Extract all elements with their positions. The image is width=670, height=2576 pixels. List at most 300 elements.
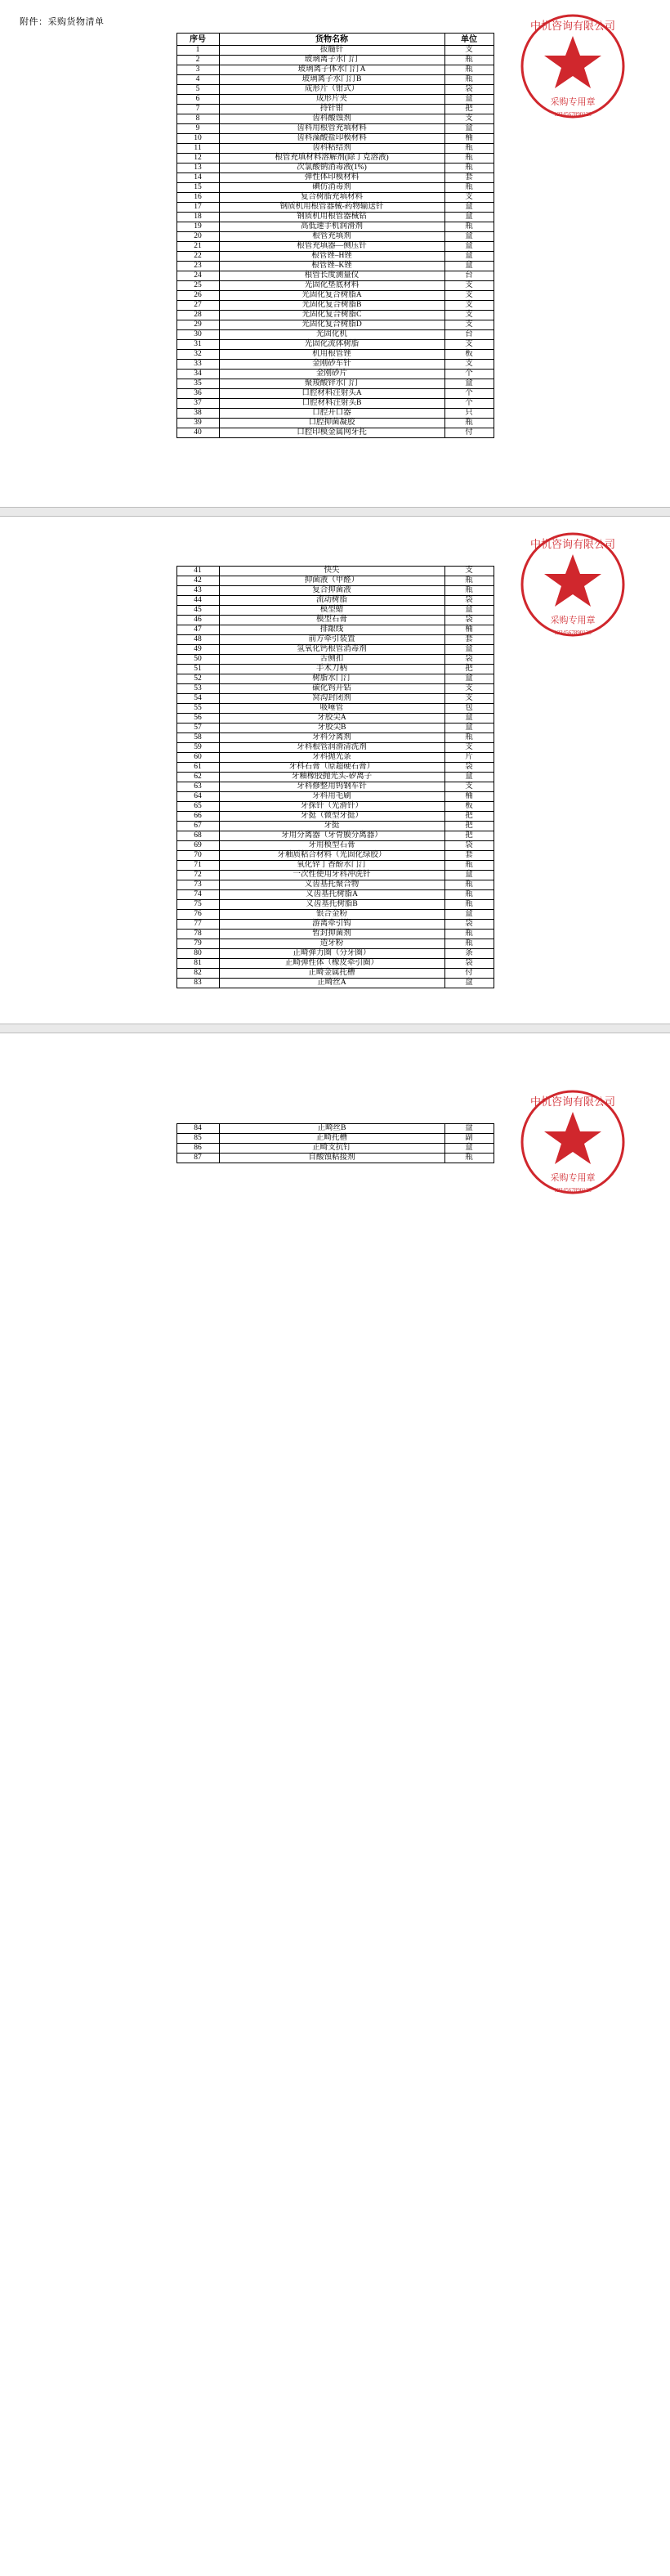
cell-no: 31 (176, 340, 219, 350)
table-row (176, 900, 494, 910)
cell-unit: 瓶 (444, 939, 494, 949)
table-row (176, 616, 494, 625)
table-row (176, 242, 494, 252)
cell-unit: 袋 (444, 596, 494, 606)
cell-unit: 把 (444, 665, 494, 674)
cell-unit: 袋 (444, 616, 494, 625)
table-row (176, 674, 494, 684)
cell-unit: 瓶 (444, 576, 494, 586)
cell-name: 口腔开口器 (219, 409, 444, 419)
cell-unit: 片 (444, 753, 494, 763)
svg-text:1234567890123: 1234567890123 (554, 629, 592, 636)
table-header-row (176, 34, 494, 46)
table-row (176, 871, 494, 880)
table-row (176, 645, 494, 655)
cell-no: 19 (176, 222, 219, 232)
table-row (176, 144, 494, 154)
cell-no: 9 (176, 124, 219, 134)
table-row (176, 1144, 494, 1154)
cell-no: 75 (176, 900, 219, 910)
table-row (176, 773, 494, 782)
table-row (176, 399, 494, 409)
cell-unit: 支 (444, 320, 494, 330)
page-title: 附件：采购货物清单 (20, 17, 105, 27)
cell-name: 义齿基托树脂B (219, 900, 444, 910)
cell-no: 6 (176, 95, 219, 105)
cell-unit: 台 (444, 330, 494, 340)
cell-name: 义齿基托树脂A (219, 890, 444, 900)
cell-no: 20 (176, 232, 219, 242)
cell-unit: 支 (444, 291, 494, 301)
cell-name: 持针钳 (219, 105, 444, 114)
table-row (176, 625, 494, 635)
cell-name: 金刚砂片 (219, 370, 444, 379)
cell-name: 游离牵引钩 (219, 920, 444, 930)
table-row (176, 193, 494, 203)
cell-unit: 支 (444, 782, 494, 792)
cell-name: 根管锉–K锉 (219, 262, 444, 271)
table-row (176, 65, 494, 75)
cell-unit: 把 (444, 822, 494, 831)
cell-name: 钢质机用根管器械-药物输送针 (219, 203, 444, 213)
table-row (176, 85, 494, 95)
table-row (176, 655, 494, 665)
cell-name: 前方牵引装置 (219, 635, 444, 645)
cell-unit: 袋 (444, 85, 494, 95)
cell-name: 银合金粉 (219, 910, 444, 920)
cell-no: 57 (176, 724, 219, 733)
table-row (176, 753, 494, 763)
cell-name: 正畸丝A (219, 979, 444, 988)
cell-no: 24 (176, 271, 219, 281)
cell-no: 56 (176, 714, 219, 724)
cell-name: 拔髓针 (219, 46, 444, 56)
cell-no: 5 (176, 85, 219, 95)
svg-text:采购专用章: 采购专用章 (550, 1173, 596, 1183)
cell-no: 66 (176, 812, 219, 822)
goods-table-page-2 (176, 566, 494, 988)
cell-unit: 支 (444, 567, 494, 576)
cell-name: 牙科根管润滑清洗剂 (219, 743, 444, 753)
table-row (176, 969, 494, 979)
table-row (176, 596, 494, 606)
table-row (176, 56, 494, 65)
cell-name: 正畸托槽 (219, 1134, 444, 1144)
cell-no: 26 (176, 291, 219, 301)
cell-unit: 包 (444, 704, 494, 714)
cell-no: 60 (176, 753, 219, 763)
cell-name: 根管锉–H锉 (219, 252, 444, 262)
cell-unit: 套 (444, 635, 494, 645)
cell-unit: 袋 (444, 841, 494, 851)
cell-no: 70 (176, 851, 219, 861)
cell-name: 机用根管锉 (219, 350, 444, 360)
cell-unit: 个 (444, 399, 494, 409)
cell-unit: 支 (444, 46, 494, 56)
cell-unit: 支 (444, 311, 494, 320)
table-row (176, 1154, 494, 1163)
cell-name: 玻璃离子水门汀 (219, 56, 444, 65)
cell-unit: 瓶 (444, 861, 494, 871)
cell-no: 21 (176, 242, 219, 252)
document-page-1 (0, 0, 670, 507)
table-row (176, 1124, 494, 1134)
cell-unit: 盒 (444, 95, 494, 105)
cell-unit: 桶 (444, 792, 494, 802)
table-row (176, 271, 494, 281)
cell-unit: 瓶 (444, 183, 494, 193)
cell-unit: 盒 (444, 606, 494, 616)
cell-unit: 瓶 (444, 930, 494, 939)
cell-no: 35 (176, 379, 219, 389)
cell-no: 43 (176, 586, 219, 596)
table-row (176, 959, 494, 969)
cell-unit: 盒 (444, 714, 494, 724)
cell-name: 暂封抑菌剂 (219, 930, 444, 939)
table-row (176, 831, 494, 841)
cell-no: 36 (176, 389, 219, 399)
cell-no: 77 (176, 920, 219, 930)
table-row (176, 782, 494, 792)
cell-no: 48 (176, 635, 219, 645)
table-row (176, 684, 494, 694)
cell-no: 23 (176, 262, 219, 271)
svg-text:中机咨询有限公司: 中机咨询有限公司 (529, 538, 616, 550)
table-row (176, 792, 494, 802)
cell-name: 牙科修整用钨钢车针 (219, 782, 444, 792)
cell-unit: 盘 (444, 1124, 494, 1134)
cell-no: 45 (176, 606, 219, 616)
cell-no: 7 (176, 105, 219, 114)
cell-unit: 瓶 (444, 733, 494, 743)
page-separator (0, 1024, 670, 1033)
table-row (176, 930, 494, 939)
cell-unit: 盒 (444, 124, 494, 134)
cell-no: 65 (176, 802, 219, 812)
table-row (176, 586, 494, 596)
cell-unit: 个 (444, 389, 494, 399)
cell-name: 碳化钨开钻 (219, 684, 444, 694)
cell-unit: 瓶 (444, 154, 494, 164)
cell-unit: 把 (444, 831, 494, 841)
cell-unit: 付 (444, 969, 494, 979)
cell-no: 13 (176, 164, 219, 173)
cell-name: 牙用分离器（牙骨膜分离器） (219, 831, 444, 841)
cell-unit: 桶 (444, 134, 494, 144)
table-row (176, 360, 494, 370)
cell-no: 59 (176, 743, 219, 753)
cell-name: 复合树脂充填材料 (219, 193, 444, 203)
col-header-unit: 单位 (444, 34, 494, 46)
cell-unit: 盒 (444, 910, 494, 920)
cell-no: 67 (176, 822, 219, 831)
cell-no: 54 (176, 694, 219, 704)
goods-table-page-3 (176, 1123, 494, 1163)
table-row (176, 880, 494, 890)
table-row (176, 262, 494, 271)
cell-no: 28 (176, 311, 219, 320)
cell-name: 齿科酸蚀剂 (219, 114, 444, 124)
cell-no: 3 (176, 65, 219, 75)
cell-unit: 支 (444, 281, 494, 291)
cell-no: 84 (176, 1124, 219, 1134)
table-row (176, 724, 494, 733)
cell-no: 87 (176, 1154, 219, 1163)
cell-name: 正畸丝B (219, 1124, 444, 1134)
cell-unit: 盒 (444, 203, 494, 213)
svg-text:1234567890123: 1234567890123 (554, 1187, 592, 1194)
cell-no: 82 (176, 969, 219, 979)
cell-unit: 盒 (444, 242, 494, 252)
table-row (176, 665, 494, 674)
cell-name: 光固化垫底材料 (219, 281, 444, 291)
table-row (176, 291, 494, 301)
cell-no: 61 (176, 763, 219, 773)
cell-name: 模型蜡 (219, 606, 444, 616)
cell-name: 钢质机用根管器械钻 (219, 213, 444, 222)
cell-name: 正畸弹性体（橡皮牵引圈） (219, 959, 444, 969)
cell-no: 85 (176, 1134, 219, 1144)
cell-name: 光固化流体树脂 (219, 340, 444, 350)
cell-name: 光固化复合树脂A (219, 291, 444, 301)
cell-name: 玻璃离子水门汀B (219, 75, 444, 85)
cell-unit: 付 (444, 428, 494, 438)
cell-no: 17 (176, 203, 219, 213)
cell-unit: 瓶 (444, 164, 494, 173)
cell-no: 73 (176, 880, 219, 890)
cell-unit: 只 (444, 409, 494, 419)
table-row (176, 802, 494, 812)
cell-name: 牙用模型石膏 (219, 841, 444, 851)
table-row (176, 763, 494, 773)
cell-unit: 瓶 (444, 880, 494, 890)
table-row (176, 949, 494, 959)
cell-unit: 盒 (444, 252, 494, 262)
cell-no: 12 (176, 154, 219, 164)
table-row (176, 114, 494, 124)
cell-unit: 盒 (444, 674, 494, 684)
cell-no: 18 (176, 213, 219, 222)
svg-text:中机咨询有限公司: 中机咨询有限公司 (529, 1095, 616, 1108)
cell-unit: 盒 (444, 262, 494, 271)
cell-name: 牙科用毛刷 (219, 792, 444, 802)
cell-unit: 支 (444, 360, 494, 370)
cell-no: 10 (176, 134, 219, 144)
cell-no: 80 (176, 949, 219, 959)
table-row (176, 379, 494, 389)
cell-unit: 瓶 (444, 65, 494, 75)
cell-no: 53 (176, 684, 219, 694)
cell-unit: 盒 (444, 379, 494, 389)
cell-unit: 把 (444, 812, 494, 822)
cell-no: 40 (176, 428, 219, 438)
cell-no: 47 (176, 625, 219, 635)
cell-name: 光固化复合树脂B (219, 301, 444, 311)
cell-unit: 条 (444, 949, 494, 959)
cell-no: 14 (176, 173, 219, 183)
table-row (176, 851, 494, 861)
table-row (176, 694, 494, 704)
table-row (176, 428, 494, 438)
cell-name: 牙釉橡胶抛光头-矽离子 (219, 773, 444, 782)
cell-name: 弹性体印模材料 (219, 173, 444, 183)
cell-name: 造牙粉 (219, 939, 444, 949)
table-row (176, 419, 494, 428)
table-row (176, 1134, 494, 1144)
cell-no: 69 (176, 841, 219, 851)
cell-no: 42 (176, 576, 219, 586)
table-row (176, 173, 494, 183)
table-row (176, 320, 494, 330)
table-row (176, 567, 494, 576)
cell-name: 舌侧扣 (219, 655, 444, 665)
svg-text:1234567890123: 1234567890123 (554, 111, 592, 118)
cell-unit: 瓶 (444, 75, 494, 85)
col-header-name: 货物名称 (219, 34, 444, 46)
table-row (176, 389, 494, 399)
table-row (176, 311, 494, 320)
cell-unit: 个 (444, 370, 494, 379)
cell-unit: 支 (444, 340, 494, 350)
cell-unit: 板 (444, 802, 494, 812)
cell-unit: 瓶 (444, 1154, 494, 1163)
cell-no: 25 (176, 281, 219, 291)
goods-rows-page-1 (176, 46, 494, 438)
cell-name: 窝沟封闭剂 (219, 694, 444, 704)
cell-no: 86 (176, 1144, 219, 1154)
cell-no: 29 (176, 320, 219, 330)
cell-no: 81 (176, 959, 219, 969)
cell-unit: 盒 (444, 213, 494, 222)
document-page-3 (0, 1033, 670, 1279)
cell-unit: 盒 (444, 645, 494, 655)
cell-no: 62 (176, 773, 219, 782)
cell-no: 63 (176, 782, 219, 792)
cell-name: 牙科石膏（原超硬石膏） (219, 763, 444, 773)
cell-no: 41 (176, 567, 219, 576)
cell-no: 22 (176, 252, 219, 262)
cell-unit: 瓶 (444, 144, 494, 154)
cell-name: 玻璃离子体水门汀A (219, 65, 444, 75)
table-row (176, 134, 494, 144)
cell-name: 聚羧酸锌水门汀 (219, 379, 444, 389)
cell-name: 模型石膏 (219, 616, 444, 625)
table-row (176, 164, 494, 173)
table-row (176, 252, 494, 262)
cell-no: 4 (176, 75, 219, 85)
cell-name: 复合抑菌液 (219, 586, 444, 596)
cell-name: 齿科用根管充填材料 (219, 124, 444, 134)
cell-no: 72 (176, 871, 219, 880)
cell-name: 光固化复合树脂D (219, 320, 444, 330)
cell-no: 55 (176, 704, 219, 714)
cell-no: 74 (176, 890, 219, 900)
cell-name: 牙科抛光条 (219, 753, 444, 763)
table-row (176, 635, 494, 645)
table-row (176, 704, 494, 714)
cell-no: 83 (176, 979, 219, 988)
cell-name: 牙胶尖B (219, 724, 444, 733)
cell-no: 58 (176, 733, 219, 743)
cell-name: 牙挺 (219, 822, 444, 831)
cell-unit: 瓶 (444, 56, 494, 65)
cell-name: 快失 (219, 567, 444, 576)
cell-unit: 袋 (444, 920, 494, 930)
cell-name: 光固化复合树脂C (219, 311, 444, 320)
cell-name: 义齿基托聚合物 (219, 880, 444, 890)
cell-no: 32 (176, 350, 219, 360)
cell-unit: 支 (444, 301, 494, 311)
cell-unit: 瓶 (444, 586, 494, 596)
cell-unit: 盒 (444, 1144, 494, 1154)
table-row (176, 124, 494, 134)
table-row (176, 939, 494, 949)
table-row (176, 370, 494, 379)
cell-unit: 袋 (444, 655, 494, 665)
cell-name: 吸唾管 (219, 704, 444, 714)
cell-name: 成形片（钳式） (219, 85, 444, 95)
cell-no: 11 (176, 144, 219, 154)
cell-unit: 盒 (444, 773, 494, 782)
cell-no: 52 (176, 674, 219, 684)
cell-no: 2 (176, 56, 219, 65)
cell-name: 树脂水门汀 (219, 674, 444, 684)
cell-unit: 瓶 (444, 900, 494, 910)
cell-name: 高低速手机润滑剂 (219, 222, 444, 232)
table-row (176, 920, 494, 930)
table-row (176, 576, 494, 586)
cell-name: 牙科分离剂 (219, 733, 444, 743)
cell-unit: 把 (444, 105, 494, 114)
table-row (176, 606, 494, 616)
table-row (176, 183, 494, 193)
table-row (176, 95, 494, 105)
cell-name: 次氯酸钠消毒液(1%) (219, 164, 444, 173)
cell-unit: 支 (444, 694, 494, 704)
cell-name: 碘仿消毒剂 (219, 183, 444, 193)
table-row (176, 340, 494, 350)
cell-name: 齿科藻酸盐印模材料 (219, 134, 444, 144)
cell-no: 79 (176, 939, 219, 949)
table-row (176, 733, 494, 743)
table-row (176, 105, 494, 114)
table-row (176, 222, 494, 232)
cell-no: 1 (176, 46, 219, 56)
cell-unit: 支 (444, 684, 494, 694)
table-row (176, 154, 494, 164)
cell-unit: 支 (444, 193, 494, 203)
table-row (176, 203, 494, 213)
cell-unit: 副 (444, 1134, 494, 1144)
document-page-2 (0, 517, 670, 1024)
table-row (176, 350, 494, 360)
table-row (176, 841, 494, 851)
svg-text:采购专用章: 采购专用章 (550, 616, 596, 625)
cell-unit: 盘 (444, 979, 494, 988)
cell-no: 78 (176, 930, 219, 939)
table-row (176, 812, 494, 822)
cell-name: 正畸支抗钉 (219, 1144, 444, 1154)
cell-name: 手术刀柄 (219, 665, 444, 674)
table-row (176, 910, 494, 920)
table-row (176, 232, 494, 242)
cell-name: 抑菌液（甲醛） (219, 576, 444, 586)
cell-name: 根管充填材料溶解剂(除丁克溶液) (219, 154, 444, 164)
cell-name: 牙探针（光滑针） (219, 802, 444, 812)
table-row (176, 409, 494, 419)
cell-unit: 盒 (444, 232, 494, 242)
cell-name: 口腔材料注射头A (219, 389, 444, 399)
